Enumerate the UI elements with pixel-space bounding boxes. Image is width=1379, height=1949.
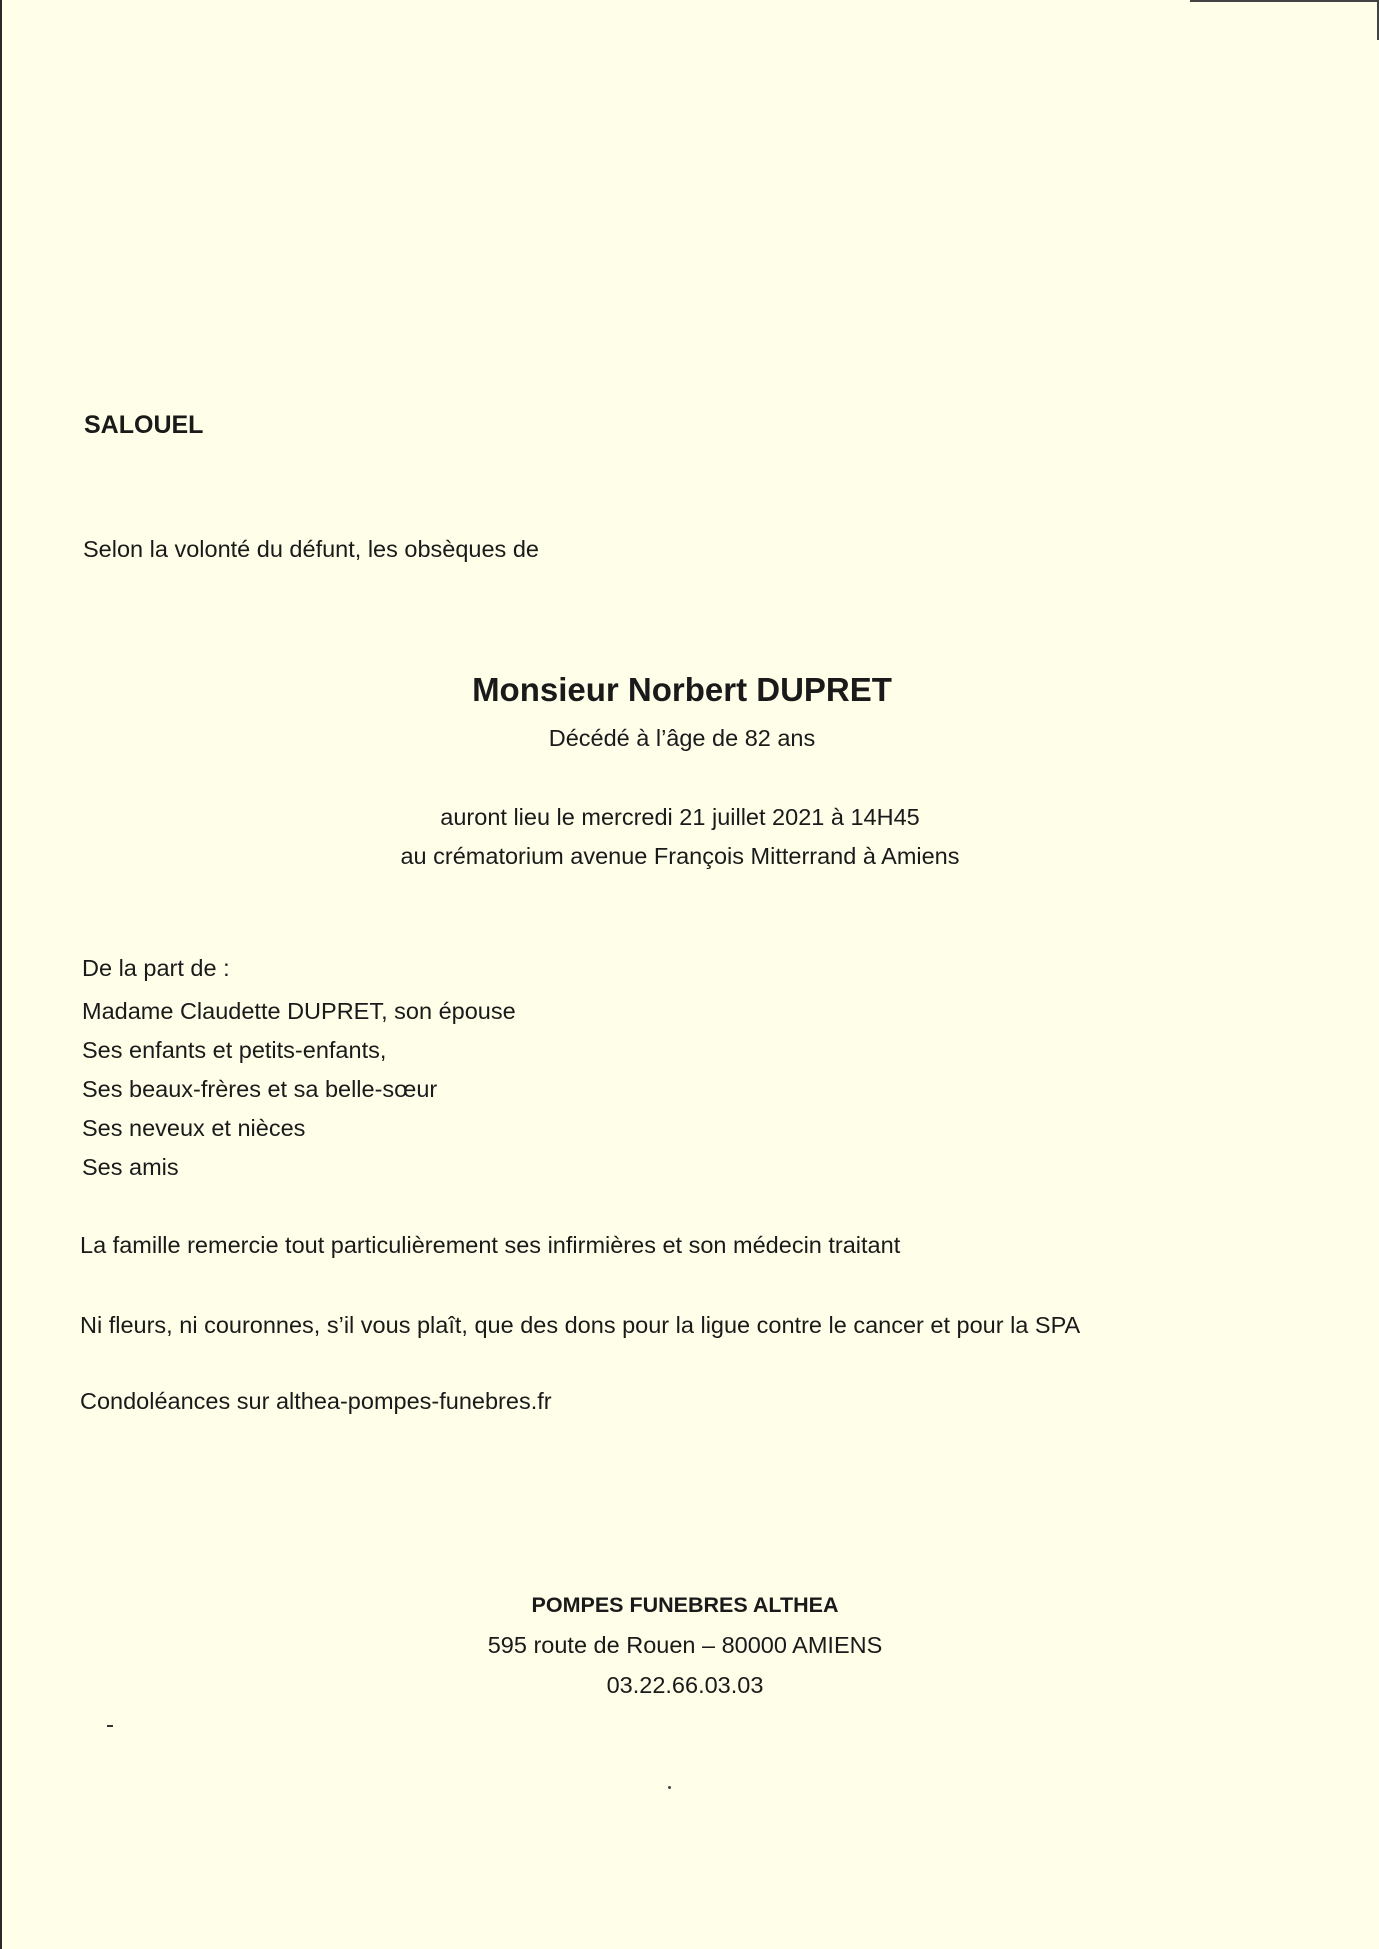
- family-member: Ses neveux et nièces: [82, 1115, 306, 1141]
- funeral-home-name: POMPES FUNEBRES ALTHEA: [531, 1593, 839, 1617]
- place-heading: SALOUEL: [84, 411, 204, 439]
- family-member: Madame Claudette DUPRET, son épouse: [82, 998, 516, 1024]
- funeral-home-address: 595 route de Rouen – 80000 AMIENS: [487, 1632, 883, 1658]
- scan-left-border: [0, 0, 2, 1949]
- family-member: Ses enfants et petits-enfants,: [82, 1037, 387, 1063]
- scan-top-border: [1190, 0, 1379, 2]
- family-member: Ses amis: [82, 1154, 179, 1180]
- ceremony-location-line: au crématorium avenue François Mitterrand à Amiens: [400, 843, 960, 869]
- thanks-note: La famille remercie tout particulièrement ses infirmières et son médecin traitant: [80, 1232, 901, 1258]
- scan-speck: [107, 1725, 113, 1727]
- funeral-home-phone: 03.22.66.03.03: [606, 1672, 764, 1698]
- flowers-note: Ni fleurs, ni couronnes, s’il vous plaît, que des dons pour la ligue contre le cancer et pour la SPA: [80, 1312, 1081, 1338]
- family-list: [82, 992, 516, 1187]
- age-line: Décédé à l’âge de 82 ans: [548, 725, 816, 751]
- family-member: Ses beaux-frères et sa belle-sœur: [82, 1076, 438, 1102]
- intro-text: Selon la volonté du défunt, les obsèques de: [83, 536, 539, 562]
- condolences-note: Condoléances sur althea-pompes-funebres.fr: [80, 1388, 552, 1414]
- deceased-name: Monsieur Norbert DUPRET: [472, 671, 892, 708]
- family-heading: De la part de :: [82, 955, 230, 981]
- ceremony-date-line: auront lieu le mercredi 21 juillet 2021 à 14H45: [440, 804, 920, 830]
- scan-speck: [668, 1786, 671, 1789]
